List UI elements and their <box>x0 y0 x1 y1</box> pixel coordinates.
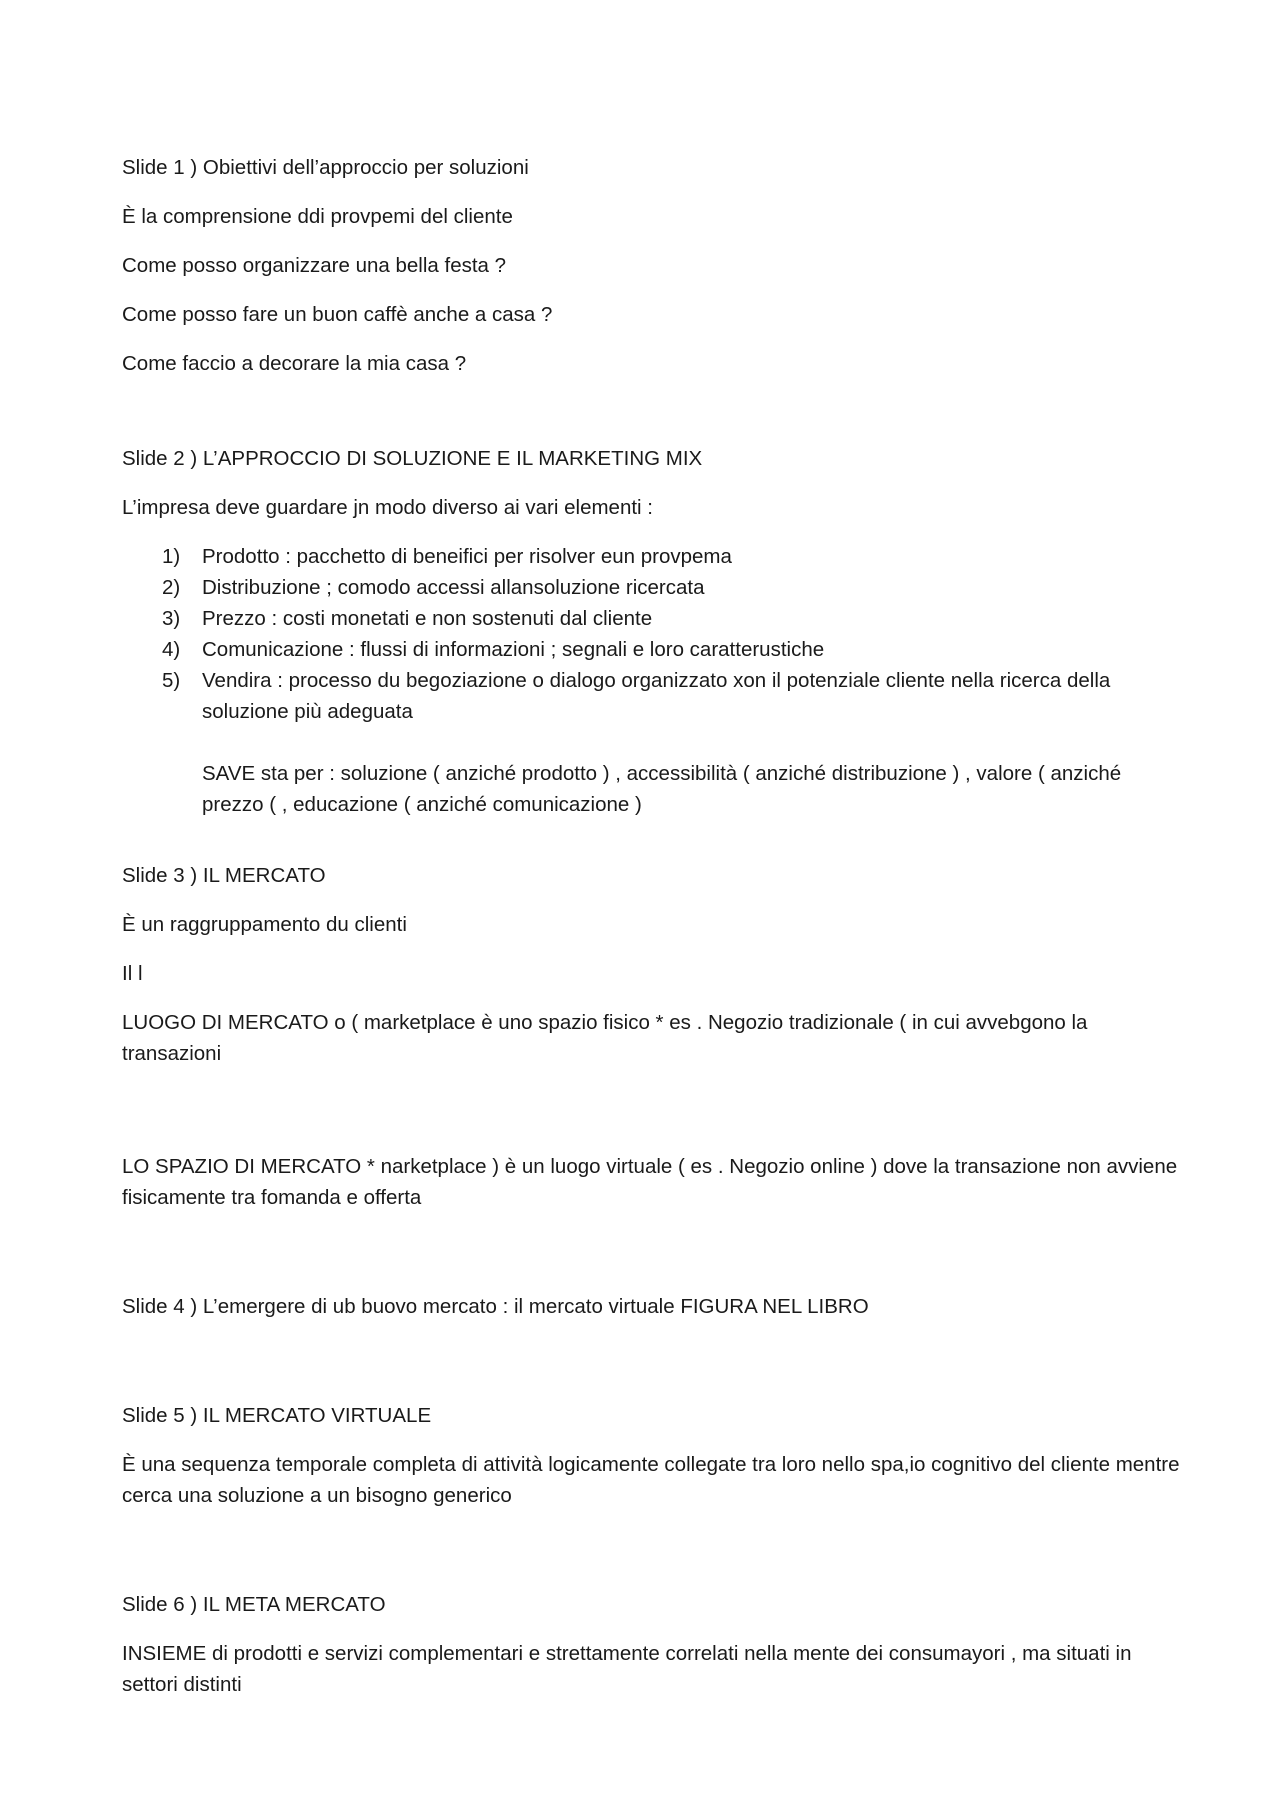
slide3-line: Il l <box>122 962 143 985</box>
list-item <box>122 665 1182 727</box>
slide3-section <box>122 860 1182 1213</box>
slide3-title: Slide 3 ) IL MERCATO <box>122 864 326 887</box>
slide2-section <box>122 443 1182 820</box>
list-number: 1) <box>162 545 181 568</box>
spacer <box>122 1087 1182 1151</box>
slide4-title: Slide 4 ) L’emergere di ub buovo mercato : il mercato virtuale FIGURA NEL LIBRO <box>122 1295 869 1318</box>
list-item <box>122 603 1182 634</box>
list-text: Prezzo : costi monetati e non sostenuti dal cliente <box>202 607 653 630</box>
slide1-section <box>122 152 1182 379</box>
list-item <box>122 572 1182 603</box>
save-note: SAVE sta per : soluzione ( anziché prodotto ) , accessibilità ( anziché distribuzione ) , valore ( anziché prezzo ( , educazione ( anziché comunicazione ) <box>202 762 1122 816</box>
document-page <box>122 152 1182 1718</box>
list-number: 2) <box>162 576 181 599</box>
slide1-line: È la comprensione ddi provpemi del cliente <box>122 205 513 228</box>
spacer <box>122 1340 1182 1400</box>
slide1-line: Come posso fare un buon caffè anche a casa ? <box>122 303 553 326</box>
spacer <box>122 838 1182 860</box>
slide3-paragraph: LO SPAZIO DI MERCATO * narketplace ) è un luogo virtuale ( es . Negozio online ) dove la transazione non avviene fisicamente tra fomanda e offerta <box>122 1155 1178 1209</box>
list-item <box>122 541 1182 572</box>
slide1-title: Slide 1 ) Obiettivi dell’approccio per soluzioni <box>122 156 529 179</box>
slide5-section <box>122 1400 1182 1511</box>
list-text: Distribuzione ; comodo accessi allansoluzione ricercata <box>202 576 705 599</box>
slide4-section <box>122 1291 1182 1322</box>
spacer <box>122 397 1182 443</box>
list-text: Prodotto : pacchetto di beneifici per risolver eun provpema <box>202 545 732 568</box>
list-text: Vendira : processo du begoziazione o dialogo organizzato xon il potenziale cliente nella ricerca della soluzione più adeguata <box>202 669 1111 723</box>
list-number: 4) <box>162 638 181 661</box>
slide5-title: Slide 5 ) IL MERCATO VIRTUALE <box>122 1404 432 1427</box>
slide1-line: Come faccio a decorare la mia casa ? <box>122 352 467 375</box>
slide2-intro: L’impresa deve guardare jn modo diverso ai vari elementi : <box>122 496 653 519</box>
slide3-paragraph: LUOGO DI MERCATO o ( marketplace è uno spazio fisico * es . Negozio tradizionale ( in cui avvebgono la transazioni <box>122 1011 1088 1065</box>
marketing-mix-list <box>122 541 1182 727</box>
slide3-line: È un raggruppamento du clienti <box>122 913 407 936</box>
spacer <box>122 1231 1182 1291</box>
slide1-line: Come posso organizzare una bella festa ? <box>122 254 507 277</box>
slide2-title: Slide 2 ) L’APPROCCIO DI SOLUZIONE E IL MARKETING MIX <box>122 447 703 470</box>
slide6-title: Slide 6 ) IL META MERCATO <box>122 1593 386 1616</box>
slide6-text: INSIEME di prodotti e servizi complementari e strettamente correlati nella mente dei consumayori , ma situati in settori distinti <box>122 1642 1132 1696</box>
slide5-text: È una sequenza temporale completa di attività logicamente collegate tra loro nello spa,io cognitivo del cliente mentre cerca una soluzione a un bisogno generico <box>122 1453 1180 1507</box>
list-text: Comunicazione : flussi di informazioni ; segnali e loro caratterustiche <box>202 638 825 661</box>
list-number: 3) <box>162 607 181 630</box>
list-number: 5) <box>162 669 181 692</box>
spacer <box>122 1529 1182 1589</box>
list-item <box>122 634 1182 665</box>
slide6-section <box>122 1589 1182 1700</box>
